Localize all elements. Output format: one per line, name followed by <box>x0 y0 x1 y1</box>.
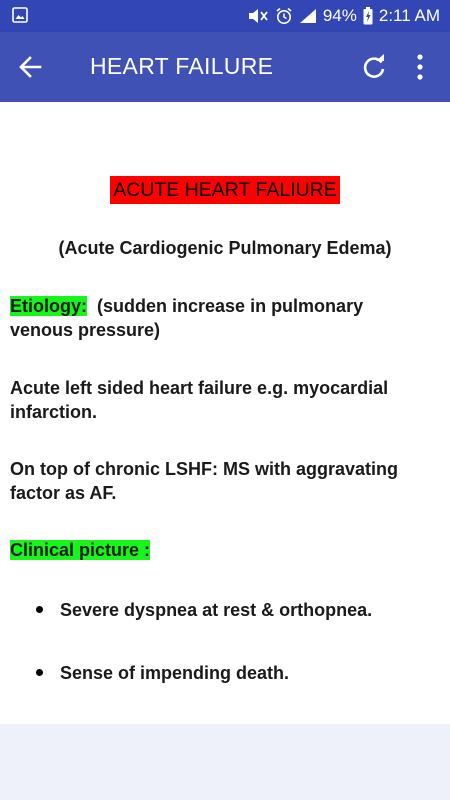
bullet-dot <box>36 606 43 613</box>
battery-icon <box>363 7 373 25</box>
article-heading: ACUTE HEART FALIURE <box>110 176 340 204</box>
list-item-text: Severe dyspnea at rest & orthopnea. <box>60 600 373 620</box>
clinical-picture-label: Clinical picture : <box>10 540 151 560</box>
image-icon <box>12 7 28 28</box>
status-bar <box>0 0 450 32</box>
bullet-dot <box>36 669 43 676</box>
alarm-icon <box>275 7 293 25</box>
more-vert-icon <box>408 69 432 86</box>
article-content <box>0 102 450 724</box>
etiology-label: Etiology: <box>10 296 87 316</box>
list-item-text: Sense of impending death. <box>60 663 290 683</box>
refresh-icon <box>360 68 388 85</box>
paragraph-left-heart-failure: Acute left sided heart failure e.g. myocardial infarction. <box>10 378 389 422</box>
signal-icon <box>299 8 317 24</box>
etiology-text: (sudden increase in pulmonary venous pressure) <box>10 296 364 340</box>
app-bar <box>0 32 450 102</box>
battery-percent: 94% <box>322 6 357 25</box>
overflow-menu-button[interactable] <box>408 52 432 82</box>
back-button[interactable] <box>14 53 46 81</box>
mute-icon <box>247 7 269 25</box>
clinical-picture-paragraph <box>10 538 430 562</box>
app-title: HEART FAILURE <box>90 53 274 79</box>
clock-time: 2:11 AM <box>378 6 440 25</box>
refresh-button[interactable] <box>360 53 388 81</box>
article-subtitle: (Acute Cardiogenic Pulmonary Edema) <box>58 238 392 258</box>
etiology-paragraph <box>10 294 430 342</box>
paragraph-chronic-lshf: On top of chronic LSHF: MS with aggravating factor as AF. <box>10 459 398 503</box>
back-arrow-icon <box>14 68 46 85</box>
